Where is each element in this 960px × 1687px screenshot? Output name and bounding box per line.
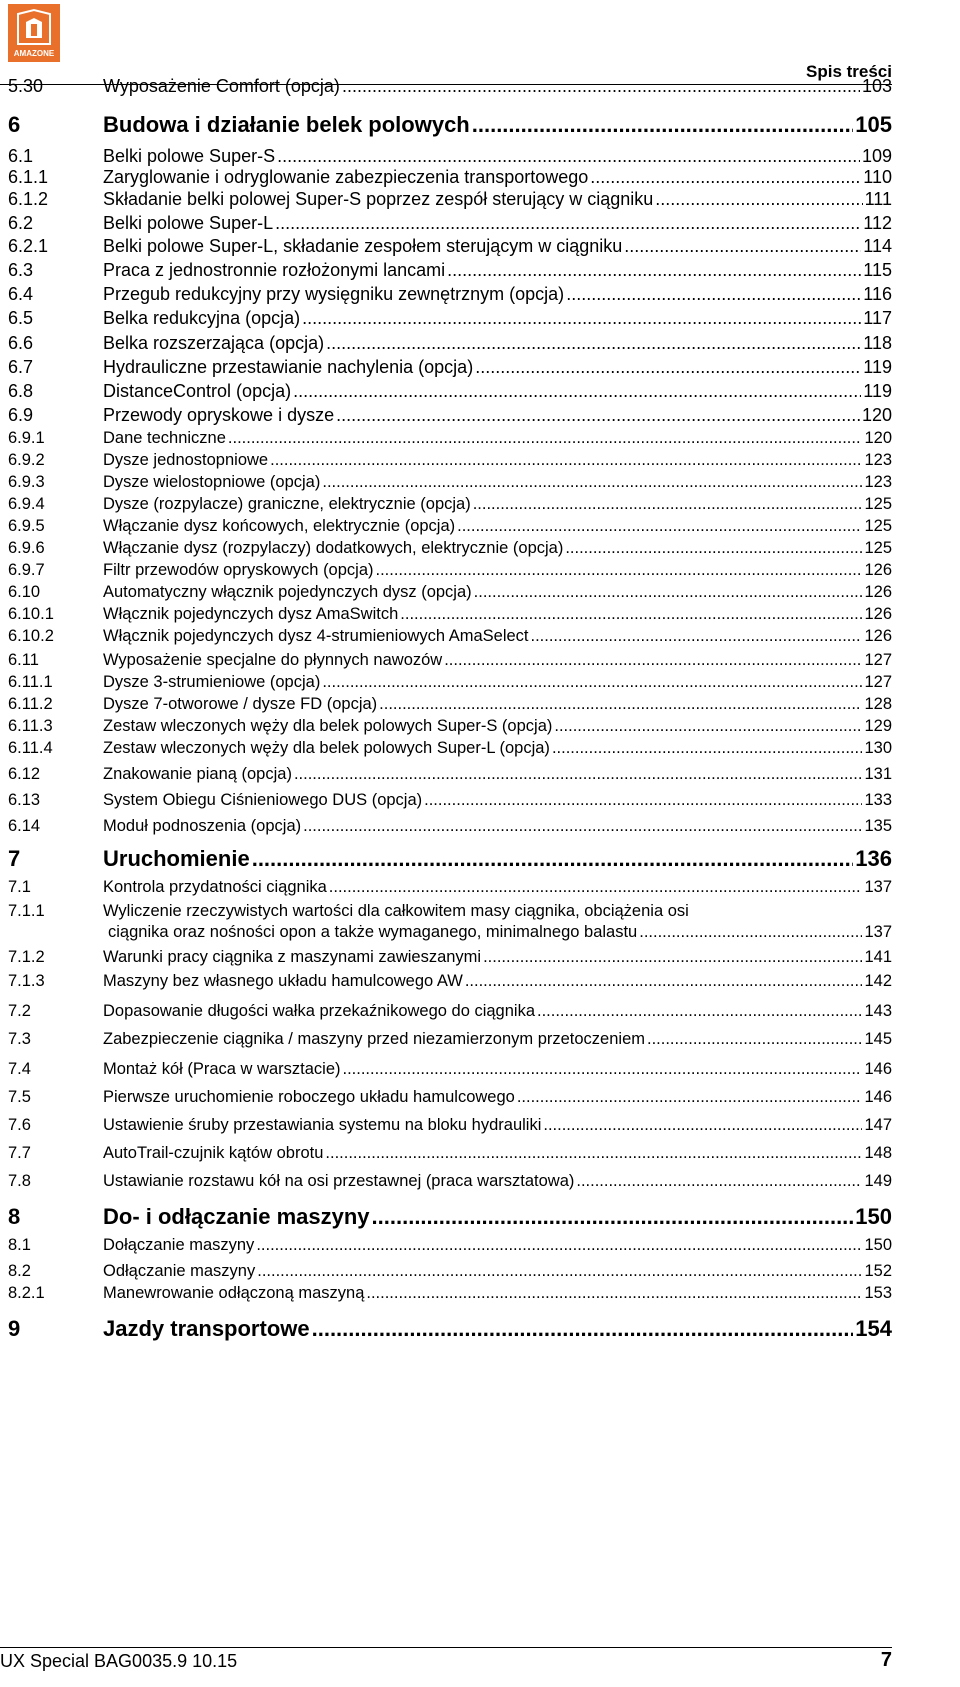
- toc-entry[interactable]: [8, 561, 892, 580]
- toc-entry[interactable]: [8, 1172, 892, 1191]
- toc-entry[interactable]: [8, 1262, 892, 1281]
- footer-page-number: 7: [880, 1649, 892, 1671]
- footer-doc-info: UX Special BAG0035.9 10.15: [0, 1651, 238, 1671]
- toc-entry-title: Moduł podnoszenia (opcja): [103, 817, 302, 835]
- toc-entry[interactable]: [8, 146, 892, 167]
- toc-entry-number: 7.8: [8, 1172, 31, 1190]
- toc-leader-dots: [565, 539, 862, 558]
- toc-entry-title: Dane techniczne: [103, 429, 226, 447]
- toc-leader-dots: [624, 236, 861, 257]
- toc-entry-title: Belki polowe Super-L: [103, 213, 274, 233]
- toc-entry-page: 119: [863, 357, 892, 377]
- toc-entry-number: 6.10.2: [8, 627, 54, 645]
- toc-entry-number: 6.10: [8, 583, 41, 601]
- toc-entry[interactable]: [8, 1030, 892, 1049]
- toc-entry-title: Wyposażenie Comfort (opcja): [103, 76, 340, 96]
- toc-entry-title: Zestaw wleczonych węży dla belek polowych Super-L (opcja): [103, 739, 550, 757]
- toc-entry-page: 135: [864, 817, 892, 835]
- toc-entry-page: 142: [864, 972, 892, 990]
- toc-entry[interactable]: [8, 765, 892, 784]
- toc-leader-dots: [312, 1316, 854, 1342]
- toc-entry-page: 136: [855, 846, 892, 871]
- toc-entry[interactable]: [8, 451, 892, 470]
- toc-entry-page: 131: [864, 765, 892, 783]
- toc-leader-dots: [303, 817, 862, 836]
- toc-entry-number: 7.1.1: [8, 902, 45, 920]
- toc-entry-page: 154: [855, 1316, 892, 1341]
- toc-leader-dots: [475, 357, 861, 378]
- toc-entry-title: Belki polowe Super-L, składanie zespołem sterującym w ciągniku: [103, 236, 623, 256]
- toc-entry[interactable]: [8, 260, 892, 281]
- toc-entry-title: Maszyny bez własnego układu hamulcowego AW: [103, 972, 463, 990]
- toc-entry-number: 6.2: [8, 213, 34, 233]
- toc-entry-title: Zestaw wleczonych węży dla belek polowych Super-S (opcja): [103, 717, 553, 735]
- toc-entry[interactable]: [8, 495, 892, 514]
- toc-entry-title: Dysze (rozpylacze) graniczne, elektrycznie (opcja): [103, 495, 471, 513]
- toc-entry-number: 6.1.2: [8, 189, 49, 209]
- toc-leader-dots: [379, 695, 862, 714]
- toc-entry-page: 146: [864, 1060, 892, 1078]
- toc-entry[interactable]: [8, 308, 892, 329]
- toc-entry-number: 9: [8, 1316, 21, 1341]
- toc-entry-page: 149: [864, 1172, 892, 1190]
- toc-leader-dots: [474, 583, 863, 602]
- toc-entry-title: Belka redukcyjna (opcja): [103, 308, 301, 328]
- toc-leader-dots: [329, 878, 863, 897]
- toc-entry-page: 150: [864, 1236, 892, 1254]
- toc-entry-number: 8.2: [8, 1262, 31, 1280]
- toc-entry-page: 127: [864, 651, 892, 669]
- toc-entry-title-line2: ciągnika oraz nośności opon a także wymaganego, minimalnego balastu: [108, 923, 638, 941]
- toc-entry-title: System Obiegu Ciśnieniowego DUS (opcja): [103, 791, 423, 809]
- toc-leader-dots: [326, 333, 861, 354]
- toc-entry[interactable]: [8, 791, 892, 810]
- toc-entry-number: 7.7: [8, 1144, 31, 1162]
- toc-entry-page: 117: [863, 308, 892, 328]
- toc-entry-title: Jazdy transportowe: [103, 1316, 310, 1341]
- toc-entry-page: 143: [864, 1002, 892, 1020]
- toc-entry-page: 105: [855, 112, 892, 137]
- toc-leader-dots: [543, 1116, 862, 1135]
- toc-entry-page: 126: [864, 627, 892, 645]
- toc-entry[interactable]: [8, 817, 892, 836]
- toc-entry-page: 123: [864, 451, 892, 469]
- toc-leader-dots: [366, 1284, 862, 1303]
- toc-entry[interactable]: [8, 236, 892, 257]
- toc-entry-page: 130: [864, 739, 892, 757]
- toc-entry-number: 6.9.7: [8, 561, 45, 579]
- toc-entry-title: Dysze jednostopniowe: [103, 451, 269, 469]
- toc-entry-title: Manewrowanie odłączoną maszyną: [103, 1284, 365, 1302]
- toc-entry-title: Wyposażenie specjalne do płynnych nawozów: [103, 651, 443, 669]
- toc-entry[interactable]: [8, 333, 892, 354]
- toc-entry-page: 126: [864, 583, 892, 601]
- toc-leader-dots: [473, 495, 863, 514]
- toc-leader-dots: [342, 76, 860, 97]
- toc-entry-page: 148: [864, 1144, 892, 1162]
- toc-entry-title: Budowa i działanie belek polowych: [103, 112, 470, 137]
- toc-leader-dots: [372, 1204, 854, 1230]
- toc-leader-dots: [576, 1172, 862, 1191]
- toc-entry-number: 7.1.2: [8, 948, 45, 966]
- toc-leader-dots: [517, 1088, 863, 1107]
- toc-leader-dots: [376, 561, 863, 580]
- logo-text: AMAZONE: [13, 49, 55, 58]
- toc-entry-number: 7.4: [8, 1060, 31, 1078]
- toc-entry-number: 6.9.2: [8, 451, 45, 469]
- toc-entry-title: Przewody opryskowe i dysze: [103, 405, 335, 425]
- toc-entry-title: Dysze wielostopniowe (opcja): [103, 473, 321, 491]
- toc-entry-number: 6.7: [8, 357, 34, 377]
- toc-entry-page: 146: [864, 1088, 892, 1106]
- toc-entry[interactable]: [8, 539, 892, 558]
- toc-entry-title: Belki polowe Super-S: [103, 146, 276, 166]
- footer-rule: [0, 1647, 892, 1648]
- toc-entry-title: Automatyczny włącznik pojedynczych dysz (opcja): [103, 583, 472, 601]
- toc-entry-page: 110: [863, 167, 892, 187]
- toc-entry[interactable]: [8, 583, 892, 602]
- toc-entry[interactable]: [8, 627, 892, 646]
- toc-leader-dots: [343, 1060, 863, 1079]
- toc-entry[interactable]: [8, 381, 892, 402]
- toc-entry-title: Ustawienie śruby przestawiania systemu na bloku hydrauliki: [103, 1116, 542, 1134]
- toc-entry-number: 6.11.3: [8, 717, 53, 735]
- toc-entry-title: Hydrauliczne przestawianie nachylenia (opcja): [103, 357, 474, 377]
- toc-leader-dots: [639, 923, 862, 942]
- toc-entry[interactable]: [8, 717, 892, 736]
- toc-entry[interactable]: [8, 972, 892, 991]
- toc-entry-number: 6.11.1: [8, 673, 53, 691]
- toc-entry-number: 6.8: [8, 381, 34, 401]
- toc-entry[interactable]: [8, 1236, 892, 1255]
- toc-entry-title: Praca z jednostronnie rozłożonymi lancami: [103, 260, 446, 280]
- toc-entry-title: Dołączanie maszyny: [103, 1236, 255, 1254]
- toc-entry-page: 116: [863, 284, 892, 304]
- toc-entry[interactable]: [8, 1204, 892, 1230]
- toc-entry-page: 126: [864, 561, 892, 579]
- toc-entry[interactable]: [8, 1088, 892, 1107]
- toc-entry-number: 6.14: [8, 817, 41, 835]
- toc-entry-page: 109: [861, 146, 892, 166]
- toc-entry-page: 150: [855, 1204, 892, 1229]
- toc-entry-number: 6: [8, 112, 21, 137]
- toc-entry-title: Uruchomienie: [103, 846, 250, 871]
- toc-leader-dots: [447, 260, 861, 281]
- toc-leader-dots: [293, 381, 861, 402]
- toc-entry-page: 141: [864, 948, 892, 966]
- toc-entry[interactable]: [8, 878, 892, 897]
- toc-entry-title: Kontrola przydatności ciągnika: [103, 878, 327, 896]
- toc-entry-title: Włączanie dysz końcowych, elektrycznie (opcja): [103, 517, 456, 535]
- toc-entry-page: 120: [861, 405, 892, 425]
- toc-entry-number: 6.9.5: [8, 517, 45, 535]
- header-title: Spis treści: [806, 62, 892, 81]
- toc-entry-number: 7.1.3: [8, 972, 45, 990]
- toc-entry-page: 137: [864, 878, 892, 896]
- toc-entry-number: 6.9.1: [8, 429, 45, 447]
- toc-entry-page: 118: [863, 333, 892, 353]
- toc-entry-number: 6.9.6: [8, 539, 45, 557]
- toc-leader-dots: [270, 451, 862, 470]
- toc-entry-number: 8: [8, 1204, 21, 1229]
- toc-entry[interactable]: [8, 213, 892, 234]
- toc-entry[interactable]: [8, 167, 892, 188]
- toc-entry-number: 6.9: [8, 405, 34, 425]
- toc-leader-dots: [552, 739, 863, 758]
- toc-entry-title: Dysze 7-otworowe / dysze FD (opcja): [103, 695, 378, 713]
- toc-entry-number: 8.1: [8, 1236, 31, 1254]
- toc-entry-number: 7.3: [8, 1030, 31, 1048]
- toc-leader-dots: [336, 405, 860, 426]
- toc-leader-dots: [257, 1262, 862, 1281]
- toc-entry-title: Zaryglowanie i odryglowanie zabezpieczenia transportowego: [103, 167, 589, 187]
- amazone-logo: [8, 4, 60, 62]
- toc-entry[interactable]: [8, 517, 892, 536]
- toc-entry-title: Znakowanie pianą (opcja): [103, 765, 292, 783]
- toc-leader-dots: [256, 1236, 862, 1255]
- toc-leader-dots: [531, 627, 863, 646]
- toc-entry-number: 6.11: [8, 651, 39, 669]
- toc-leader-dots: [424, 791, 862, 810]
- toc-leader-dots: [322, 473, 862, 492]
- toc-leader-dots: [322, 673, 862, 692]
- toc-entry-page: 119: [863, 381, 892, 401]
- toc-entry[interactable]: [8, 673, 892, 692]
- toc-entry[interactable]: [8, 739, 892, 758]
- toc-entry-title: Przegub redukcyjny przy wysięgniku zewnętrznym (opcja): [103, 284, 565, 304]
- toc-entry-page: 128: [864, 695, 892, 713]
- toc-entry-number: 6.1: [8, 146, 34, 166]
- toc-entry-page: 114: [863, 236, 892, 256]
- toc-leader-dots: [465, 972, 863, 991]
- toc-leader-dots: [655, 189, 862, 210]
- toc-entry[interactable]: [8, 357, 892, 378]
- toc-entry-title: Filtr przewodów opryskowych (opcja): [103, 561, 374, 579]
- toc-entry-page: 129: [864, 717, 892, 735]
- toc-entry-page: 145: [864, 1030, 892, 1048]
- toc-entry-title: Włączanie dysz (rozpylaczy) dodatkowych, elektrycznie (opcja): [103, 539, 564, 557]
- toc-entry-title: DistanceControl (opcja): [103, 381, 292, 401]
- toc-entry-title: AutoTrail-czujnik kątów obrotu: [103, 1144, 324, 1162]
- toc-leader-dots: [252, 846, 854, 872]
- toc-entry-number: 6.9.4: [8, 495, 45, 513]
- toc-entry-page: 126: [864, 605, 892, 623]
- toc-leader-dots: [302, 308, 861, 329]
- toc-leader-dots: [554, 717, 862, 736]
- toc-entry-number: 6.5: [8, 308, 34, 328]
- toc-entry-page: 125: [864, 495, 892, 513]
- toc-leader-dots: [325, 1144, 862, 1163]
- toc-entry-title: Włącznik pojedynczych dysz 4-strumieniowych AmaSelect: [103, 627, 529, 645]
- toc-entry-number: 6.11.2: [8, 695, 53, 713]
- toc-leader-dots: [566, 284, 861, 305]
- toc-entry-title: Do- i odłączanie maszyny: [103, 1204, 370, 1229]
- toc-entry[interactable]: [8, 112, 892, 138]
- toc-leader-dots: [275, 213, 861, 234]
- toc-leader-dots: [457, 517, 862, 536]
- toc-entry-page: 127: [864, 673, 892, 691]
- toc-entry-number: 6.4: [8, 284, 34, 304]
- toc-entry-page: 152: [864, 1262, 892, 1280]
- toc-leader-dots: [472, 112, 854, 138]
- toc-entry-title: Składanie belki polowej Super-S poprzez zespół sterujący w ciągniku: [103, 189, 654, 209]
- toc-entry[interactable]: [8, 405, 892, 426]
- toc-entry-title: Odłączanie maszyny: [103, 1262, 256, 1280]
- toc-leader-dots: [537, 1002, 862, 1021]
- toc-entry[interactable]: [8, 1116, 892, 1135]
- toc-leader-dots: [277, 146, 860, 167]
- toc-entry[interactable]: [8, 605, 892, 624]
- toc-entry-title: Ustawianie rozstawu kół na osi przestawnej (praca warsztatowa): [103, 1172, 575, 1190]
- toc-entry[interactable]: [8, 1144, 892, 1163]
- toc-leader-dots: [400, 605, 862, 624]
- toc-leader-dots: [647, 1030, 862, 1049]
- toc-entry[interactable]: [8, 695, 892, 714]
- toc-entry-page: 125: [864, 517, 892, 535]
- toc-entry-number: 6.12: [8, 765, 41, 783]
- toc-entry-title: Dysze 3-strumieniowe (opcja): [103, 673, 321, 691]
- toc-entry-page: 111: [864, 189, 892, 209]
- toc-entry-title: Warunki pracy ciągnika z maszynami zawieszanymi: [103, 948, 482, 966]
- toc-entry-number: 6.6: [8, 333, 34, 353]
- toc-entry-number: 7: [8, 846, 21, 871]
- toc-leader-dots: [590, 167, 861, 188]
- toc-entry-number: 6.2.1: [8, 236, 49, 256]
- toc-entry-number: 7.1: [8, 878, 31, 896]
- toc-entry-title: Belka rozszerzająca (opcja): [103, 333, 325, 353]
- toc-entry[interactable]: [8, 284, 892, 305]
- toc-entry[interactable]: [8, 1002, 892, 1021]
- toc-entry-number: 6.11.4: [8, 739, 53, 757]
- toc-entry-title: Włącznik pojedynczych dysz AmaSwitch: [103, 605, 399, 623]
- toc-entry-number: 8.2.1: [8, 1284, 45, 1302]
- toc-entry-page: 153: [864, 1284, 892, 1302]
- toc-entry-page: 133: [864, 791, 892, 809]
- toc-entry-number: 6.9.3: [8, 473, 45, 491]
- toc-entry-page: 120: [864, 429, 892, 447]
- toc-entry-title: Pierwsze uruchomienie roboczego układu hamulcowego: [103, 1088, 515, 1106]
- toc-leader-dots: [483, 948, 862, 967]
- toc-entry[interactable]: [8, 1316, 892, 1342]
- toc-entry[interactable]: [8, 1060, 892, 1079]
- toc-entry-number: 6.13: [8, 791, 41, 809]
- toc-entry-page: 123: [864, 473, 892, 491]
- toc-entry-page: 112: [863, 213, 892, 233]
- toc-entry[interactable]: [8, 651, 892, 670]
- toc-entry-number: 6.3: [8, 260, 34, 280]
- toc-entry-page: 125: [864, 539, 892, 557]
- toc-entry-number: 7.5: [8, 1088, 31, 1106]
- toc-entry[interactable]: [8, 189, 892, 210]
- toc-leader-dots: [294, 765, 863, 784]
- toc-entry-title: Dopasowanie długości wałka przekaźnikowego do ciągnika: [103, 1002, 536, 1020]
- toc-entry-number: 7.6: [8, 1116, 31, 1134]
- toc-entry[interactable]: [8, 948, 892, 967]
- toc-entry-title-line1: Wyliczenie rzeczywistych wartości dla całkowitem masy ciągnika, obciążenia osi: [103, 902, 689, 920]
- toc-entry-page: 115: [863, 260, 892, 280]
- toc-entry[interactable]: [8, 429, 892, 448]
- toc-entry-page: 147: [864, 1116, 892, 1134]
- toc-entry[interactable]: [8, 76, 892, 97]
- toc-leader-dots: [228, 429, 863, 448]
- toc-entry-page: 137: [864, 923, 892, 941]
- toc-entry-title: Zabezpieczenie ciągnika / maszyny przed niezamierzonym przetoczeniem: [103, 1030, 645, 1048]
- toc-entry-number: 6.10.1: [8, 605, 54, 623]
- toc-entry[interactable]: [8, 473, 892, 492]
- toc-entry-title: Montaż kół (Praca w warsztacie): [103, 1060, 341, 1078]
- toc-entry-number: 7.2: [8, 1002, 31, 1020]
- toc-entry[interactable]: [8, 1284, 892, 1303]
- toc-entry[interactable]: [8, 846, 892, 872]
- toc-entry-number: 5.30: [8, 76, 44, 96]
- toc-entry-page: 103: [861, 76, 892, 96]
- toc-leader-dots: [444, 651, 862, 670]
- toc-entry-number: 6.1.1: [8, 167, 49, 187]
